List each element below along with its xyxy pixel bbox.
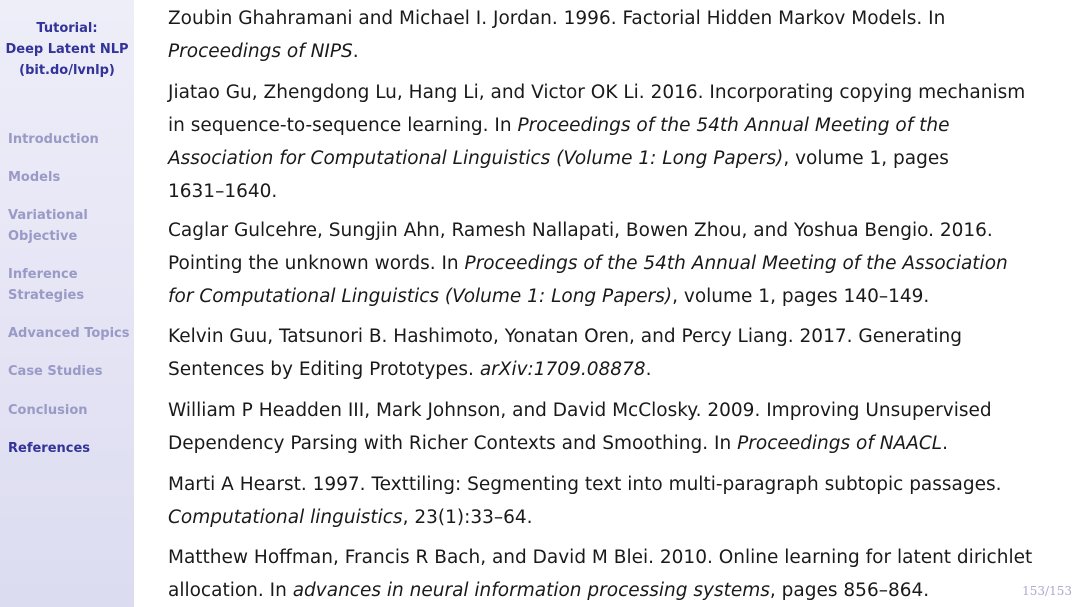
title-line-2: Deep Latent NLP bbox=[5, 42, 129, 57]
reference-text: Caglar Gulcehre, Sungjin Ahn, Ramesh Nallapati, Bowen Zhou, and Yoshua Bengio. 2016. bbox=[168, 220, 993, 241]
reference-venue-text: arXiv:1709.08878 bbox=[479, 359, 646, 380]
reference-text: 1631–1640. bbox=[168, 181, 278, 202]
reference-line bbox=[168, 2, 1080, 35]
reference-entry bbox=[168, 214, 1080, 313]
reference-line bbox=[168, 175, 1080, 208]
reference-text: Matthew Hoffman, Francis R Bach, and David M Blei. 2010. Online learning for latent dirichlet bbox=[168, 547, 1033, 568]
reference-venue-text: Proceedings of the 54th Annual Meeting of the bbox=[517, 115, 950, 136]
reference-text: allocation. In bbox=[168, 580, 293, 601]
reference-text: . bbox=[645, 359, 652, 380]
reference-entry bbox=[168, 468, 1080, 534]
reference-line bbox=[168, 468, 1080, 501]
reference-venue-text: Proceedings of NAACL bbox=[737, 433, 943, 454]
reference-line bbox=[168, 142, 1080, 175]
nav-item-conclusion[interactable]: Conclusion bbox=[8, 403, 88, 418]
reference-line bbox=[168, 574, 1080, 607]
reference-entry bbox=[168, 541, 1080, 607]
reference-text: Pointing the unknown words. In bbox=[168, 253, 465, 274]
reference-text: Kelvin Guu, Tatsunori B. Hashimoto, Yonatan Oren, and Percy Liang. 2017. Generating bbox=[168, 326, 963, 347]
page-number: 153/153 bbox=[1022, 584, 1072, 598]
reference-venue-text: Computational linguistics bbox=[168, 507, 403, 528]
reference-text: in sequence-to-sequence learning. In bbox=[168, 115, 518, 136]
title-line-3: (bit.do/lvnlp) bbox=[19, 63, 115, 78]
title-line-1: Tutorial: bbox=[36, 21, 98, 36]
reference-text: Sentences by Editing Prototypes. bbox=[168, 359, 480, 380]
reference-line bbox=[168, 109, 1080, 142]
reference-line bbox=[168, 247, 1080, 280]
nav-item-references[interactable]: References bbox=[8, 441, 91, 456]
nav-item-introduction[interactable]: Introduction bbox=[8, 132, 99, 147]
reference-line bbox=[168, 394, 1080, 427]
nav-item-variational-objective[interactable]: Variational Objective bbox=[8, 208, 88, 244]
reference-text: Dependency Parsing with Richer Contexts and Smoothing. In bbox=[168, 433, 738, 454]
reference-text: William P Headden III, Mark Johnson, and David McClosky. 2009. Improving Unsupervised bbox=[168, 400, 992, 421]
reference-text: Marti A Hearst. 1997. Texttiling: Segmenting text into multi-paragraph subtopic passages. bbox=[168, 474, 1002, 495]
reference-text: . bbox=[352, 41, 359, 62]
reference-text: , 23(1):33–64. bbox=[402, 507, 533, 528]
reference-venue-text: Proceedings of NIPS bbox=[168, 41, 353, 62]
reference-line bbox=[168, 280, 1080, 313]
reference-line bbox=[168, 76, 1080, 109]
reference-text: , volume 1, pages 140–149. bbox=[672, 286, 930, 307]
reference-line bbox=[168, 320, 1080, 353]
reference-entry bbox=[168, 320, 1080, 386]
reference-entry bbox=[168, 2, 1080, 68]
reference-venue-text: advances in neural information processing systems bbox=[292, 580, 770, 601]
reference-venue-text: Proceedings of the 54th Annual Meeting of the Association bbox=[464, 253, 1008, 274]
reference-text: . bbox=[942, 433, 948, 454]
nav-item-case-studies[interactable]: Case Studies bbox=[8, 364, 103, 379]
reference-text: Jiatao Gu, Zhengdong Lu, Hang Li, and Victor OK Li. 2016. Incorporating copying mechanism bbox=[168, 82, 1026, 103]
presentation-title bbox=[0, 18, 134, 81]
reference-entry bbox=[168, 394, 1080, 460]
reference-entry bbox=[168, 76, 1080, 208]
reference-text: , pages 856–864. bbox=[769, 580, 930, 601]
reference-line bbox=[168, 353, 1080, 386]
nav-item-inference-strategies[interactable]: Inference Strategies bbox=[8, 267, 85, 303]
reference-text: Zoubin Ghahramani and Michael I. Jordan. 1996. Factorial Hidden Markov Models. In bbox=[168, 8, 946, 29]
reference-line bbox=[168, 501, 1080, 534]
reference-venue-text: Association for Computational Linguistics (Volume 1: Long Papers) bbox=[168, 148, 784, 169]
reference-line bbox=[168, 214, 1080, 247]
nav-item-models[interactable]: Models bbox=[8, 170, 61, 185]
reference-line bbox=[168, 35, 1080, 68]
reference-line bbox=[168, 427, 1080, 460]
nav-item-advanced-topics[interactable]: Advanced Topics bbox=[8, 326, 130, 341]
reference-text: , volume 1, pages bbox=[783, 148, 949, 169]
reference-venue-text: for Computational Linguistics (Volume 1: Long Papers) bbox=[168, 286, 673, 307]
reference-line bbox=[168, 541, 1080, 574]
sidebar bbox=[0, 0, 134, 607]
